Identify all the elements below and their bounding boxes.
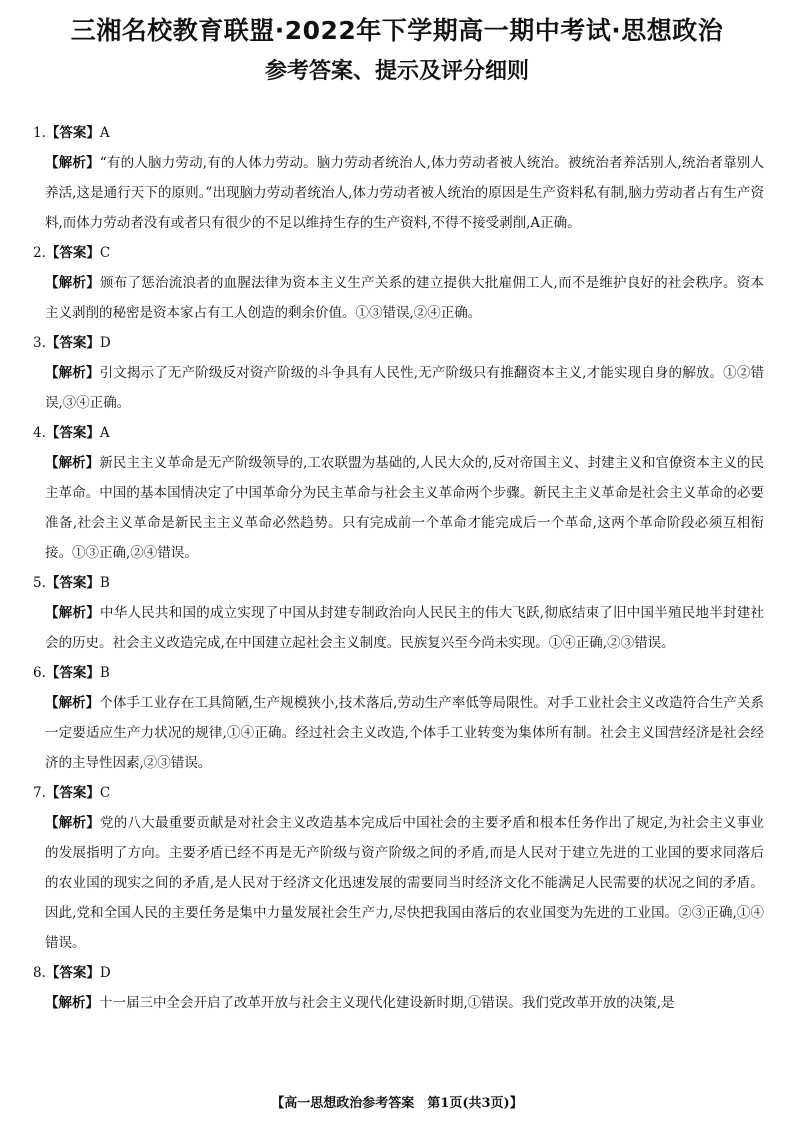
document-header [0, 14, 794, 88]
analysis-paragraph [33, 448, 764, 568]
analysis-text: 十一届三中全会开启了改革开放与社会主义现代化建设新时期,①错误。我们党改革开放的决策,是 [99, 995, 675, 1011]
answer-label: 【答案】 [45, 785, 100, 801]
analysis-text: 党的八大最重要贡献是对社会主义改造基本完成后中国社会的主要矛盾和根本任务作出了规定,为社会主义事业的发展指明了方向。主要矛盾已经不再是无产阶级与资产阶级之间的矛盾,而是人民对于建立先进的工业国的要求同落后的农业国的现实之间的矛盾,是人民对于经济文化迅速发展的需要同当时经济文化不能满足人民需要的状况之间的矛盾。因此,党和全国人民的主要任务是集中力量发展社会生产力,尽快把我国由落后的农业国变为先进的工业国。②③正确,①④错误。 [45, 815, 765, 951]
analysis-paragraph [33, 598, 764, 658]
answer-value: D [99, 965, 111, 981]
answer-value: A [99, 425, 110, 441]
answer-value: C [99, 245, 111, 261]
question-number: 7. [33, 785, 46, 801]
answer-value: D [99, 335, 111, 351]
answer-line [33, 328, 764, 358]
question-number: 8. [33, 965, 46, 981]
analysis-label: 【解析】 [45, 155, 100, 171]
answer-item [33, 328, 764, 418]
answer-line [33, 118, 764, 148]
document-subtitle: 参考答案、提示及评分细则 [264, 59, 529, 84]
answer-value: A [99, 125, 110, 141]
answer-line [33, 418, 764, 448]
analysis-label: 【解析】 [45, 605, 100, 621]
analysis-paragraph [33, 358, 764, 418]
answer-item [33, 238, 764, 328]
answer-list [33, 118, 764, 1018]
analysis-text: “有的人脑力劳动,有的人体力劳动。脑力劳动者统治人,体力劳动者被人统治。被统治者养活别人,统治者靠别人养活,这是通行天下的原则。”出现脑力劳动者统治人,体力劳动者被人统治的原因是生产资料私有制,脑力劳动者占有生产资料,而体力劳动者没有或者只有很少的不足以维持生存的生产资料,不得不接受剥削,A正确。 [45, 155, 764, 231]
question-number: 3. [33, 335, 46, 351]
answer-label: 【答案】 [45, 125, 100, 141]
analysis-paragraph [33, 268, 764, 328]
answer-value: B [99, 575, 110, 591]
answer-label: 【答案】 [45, 335, 100, 351]
answer-label: 【答案】 [45, 425, 100, 441]
answer-value: C [99, 785, 111, 801]
page-footer: 【高一思想政治参考答案 第1页(共3页)】 [271, 1096, 523, 1111]
question-number: 4. [33, 425, 46, 441]
answer-line [33, 778, 764, 808]
analysis-text: 中华人民共和国的成立实现了中国从封建专制政治向人民民主的伟大飞跃,彻底结束了旧中国半殖民地半封建社会的历史。社会主义改造完成,在中国建立起社会主义制度。民族复兴至今尚未实现。①④正确,②③错误。 [45, 605, 765, 651]
answer-item [33, 418, 764, 568]
answer-item [33, 658, 764, 778]
analysis-label: 【解析】 [45, 275, 100, 291]
answer-label: 【答案】 [45, 965, 100, 981]
answer-value: B [99, 665, 110, 681]
analysis-label: 【解析】 [45, 695, 100, 711]
analysis-paragraph [33, 988, 764, 1018]
question-number: 6. [33, 665, 46, 681]
analysis-label: 【解析】 [45, 455, 100, 471]
analysis-text: 新民主主义革命是无产阶级领导的,工农联盟为基础的,人民大众的,反对帝国主义、封建主义和官僚资本主义的民主革命。中国的基本国情决定了中国革命分为民主革命与社会主义革命两个步骤。新民主主义革命是社会主义革命的必要准备,社会主义革命是新民主主义革命必然趋势。只有完成前一个革命才能完成后一个革命,这两个革命阶段必须互相衔接。①③正确,②④错误。 [45, 455, 765, 561]
answer-label: 【答案】 [45, 575, 100, 591]
answer-label: 【答案】 [45, 245, 100, 261]
answer-line [33, 568, 764, 598]
analysis-label: 【解析】 [45, 815, 100, 831]
question-number: 1. [33, 125, 46, 141]
analysis-label: 【解析】 [45, 995, 99, 1011]
analysis-paragraph [33, 808, 764, 958]
analysis-paragraph [33, 688, 764, 778]
analysis-text: 引文揭示了无产阶级反对资产阶级的斗争具有人民性,无产阶级只有推翻资本主义,才能实现自身的解放。①②错误,③④正确。 [45, 365, 764, 411]
analysis-label: 【解析】 [45, 365, 100, 381]
question-number: 2. [33, 245, 46, 261]
document-title: 三湘名校教育联盟·2022年下学期高一期中考试·思想政治 [70, 16, 724, 45]
answer-line [33, 238, 764, 268]
answer-label: 【答案】 [45, 665, 100, 681]
answer-item [33, 568, 764, 658]
answer-line [33, 958, 764, 988]
analysis-text: 个体手工业存在工具简陋,生产规模狭小,技术落后,劳动生产率低等局限性。对手工业社会主义改造符合生产关系一定要适应生产力状况的规律,①④正确。经过社会主义改造,个体手工业转变为集体所有制。社会主义国营经济是社会经济的主导性因素,②③错误。 [45, 695, 765, 771]
answer-item [33, 778, 764, 958]
answer-item [33, 958, 764, 1018]
analysis-paragraph [33, 148, 764, 238]
answer-line [33, 658, 764, 688]
question-number: 5. [33, 575, 46, 591]
answer-item [33, 118, 764, 238]
analysis-text: 颁布了惩治流浪者的血腥法律为资本主义生产关系的建立提供大批雇佣工人,而不是维护良好的社会秩序。资本主义剥削的秘密是资本家占有工人创造的剩余价值。①③错误,②④正确。 [45, 275, 765, 321]
